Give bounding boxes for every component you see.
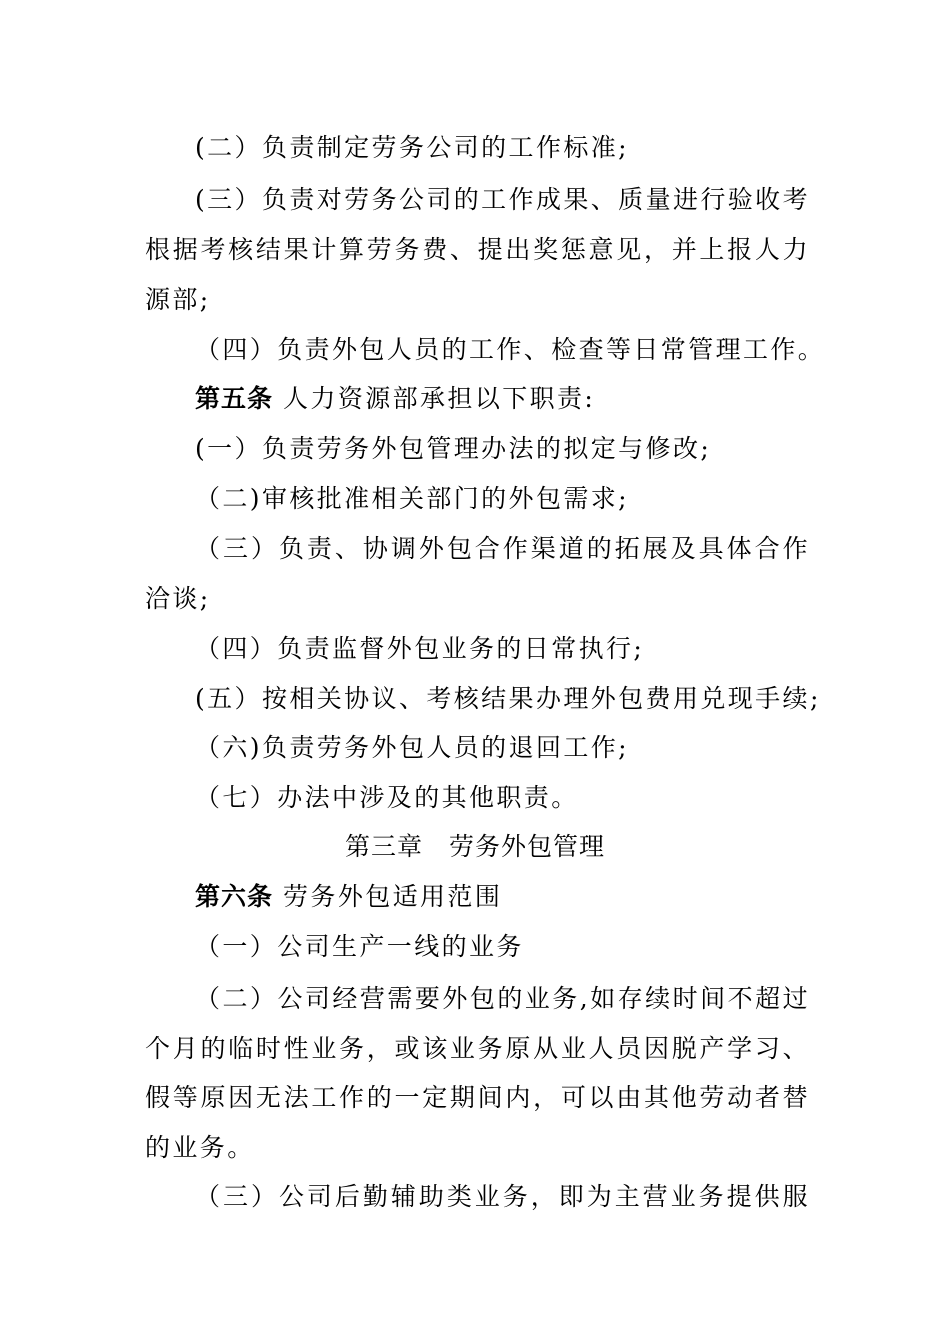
paragraph-line: （七）办法中涉及的其他职责。: [195, 783, 579, 812]
paragraph-line: 假等原因无法工作的一定期间内，可以由其他劳动者替: [145, 1083, 810, 1112]
paragraph-line: (五）按相关协议、考核结果办理外包费用兑现手续;: [195, 684, 821, 713]
paragraph-line: （四）负责外包人员的工作、检查等日常管理工作。: [195, 335, 826, 364]
paragraph-line: 的业务。: [145, 1133, 255, 1162]
paragraph-line: 个月的临时性业务，或该业务原从业人员因脱产学习、: [145, 1034, 810, 1063]
paragraph-line: 洽谈;: [145, 584, 211, 613]
article-6-label: 第六条: [195, 882, 274, 911]
article-5-text: 人力资源部承担以下职责:: [283, 384, 596, 413]
paragraph-line: （一）公司生产一线的业务: [195, 932, 524, 961]
paragraph-line: （六)负责劳务外包人员的退回工作;: [195, 733, 629, 762]
chapter-title: 第三章 劳务外包管理: [344, 832, 605, 861]
paragraph-line: （二）公司经营需要外包的业务,如存续时间不超过: [195, 984, 810, 1013]
article-6-text: 劳务外包适用范围: [283, 882, 503, 911]
paragraph-line: 源部;: [145, 285, 211, 314]
article-6-heading: [195, 881, 810, 913]
paragraph-line: (一）负责劳务外包管理办法的拟定与修改;: [195, 434, 712, 463]
article-5-label: 第五条: [195, 384, 274, 413]
paragraph-line: (二）负责制定劳务公司的工作标准;: [195, 133, 629, 162]
paragraph-line: （二)审核批准相关部门的外包需求;: [195, 484, 629, 513]
paragraph-line: （四）负责监督外包业务的日常执行;: [195, 634, 645, 663]
article-5-heading: [195, 383, 810, 415]
paragraph-line: （三）负责、协调外包合作渠道的拓展及具体合作: [195, 534, 810, 563]
paragraph-line: （三）公司后勤辅助类业务，即为主营业务提供服: [195, 1182, 810, 1211]
paragraph-line: 根据考核结果计算劳务费、提出奖惩意见，并上报人力: [145, 235, 810, 264]
paragraph-line: (三）负责对劳务公司的工作成果、质量进行验收考: [195, 185, 810, 214]
